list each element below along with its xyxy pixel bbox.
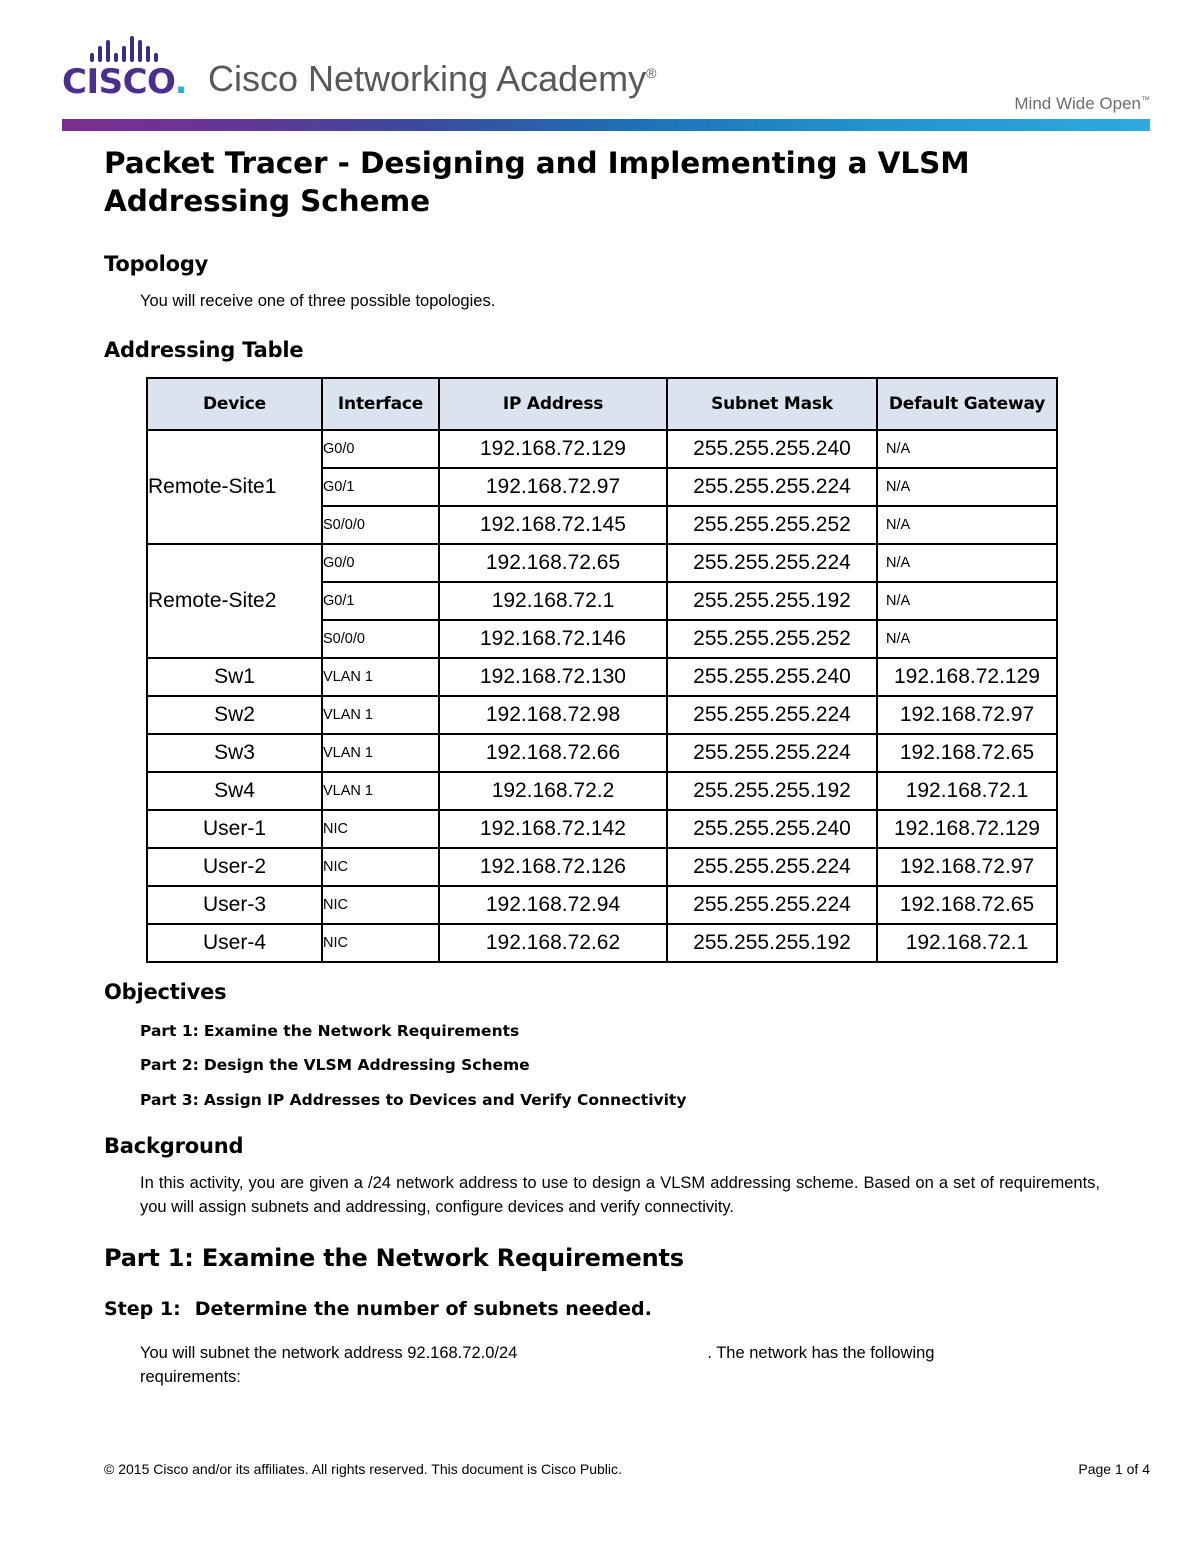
- cell-ip-address: 192.168.72.65: [439, 544, 667, 582]
- registered-mark: ®: [646, 65, 657, 81]
- cell-ip-address: 192.168.72.2: [439, 772, 667, 810]
- cell-default-gateway: N/A: [877, 506, 1057, 544]
- cell-device: Sw4: [147, 772, 322, 810]
- addressing-table-heading: Addressing Table: [104, 338, 304, 362]
- page-header: [62, 36, 1150, 122]
- addressing-table: [146, 377, 1058, 963]
- col-header-default-gateway: Default Gateway: [877, 378, 1057, 430]
- cell-subnet-mask: 255.255.255.224: [667, 696, 877, 734]
- cell-subnet-mask: 255.255.255.224: [667, 848, 877, 886]
- table-row: [147, 658, 1057, 696]
- topology-heading: Topology: [104, 252, 209, 276]
- cell-device: User-4: [147, 924, 322, 962]
- cell-ip-address: 192.168.72.146: [439, 620, 667, 658]
- page-title: Packet Tracer - Designing and Implementing a VLSM Addressing Scheme: [104, 146, 970, 219]
- cell-subnet-mask: 255.255.255.192: [667, 772, 877, 810]
- cell-device: Sw3: [147, 734, 322, 772]
- cell-interface: S0/0/0: [322, 620, 439, 658]
- cell-interface: G0/0: [322, 544, 439, 582]
- cell-default-gateway: 192.168.72.129: [877, 658, 1057, 696]
- cell-ip-address: 192.168.72.142: [439, 810, 667, 848]
- part1-step1-text-after: . The network has the following requirements:: [140, 1344, 935, 1386]
- cell-device: Remote-Site2: [147, 544, 322, 658]
- cell-ip-address: 192.168.72.62: [439, 924, 667, 962]
- table-row: [147, 810, 1057, 848]
- part1-heading: Part 1: Examine the Network Requirements: [104, 1244, 684, 1272]
- col-header-ip-address: IP Address: [439, 378, 667, 430]
- cell-default-gateway: 192.168.72.65: [877, 886, 1057, 924]
- step-title: Determine the number of subnets needed.: [194, 1298, 652, 1320]
- cell-subnet-mask: 255.255.255.240: [667, 810, 877, 848]
- col-header-device: Device: [147, 378, 322, 430]
- cell-subnet-mask: 255.255.255.240: [667, 430, 877, 468]
- cell-interface: G0/1: [322, 582, 439, 620]
- cell-interface: VLAN 1: [322, 772, 439, 810]
- cell-interface: G0/1: [322, 468, 439, 506]
- table-row: [147, 886, 1057, 924]
- part1-step1-text-before: You will subnet the network address 92.168.72.0/24: [140, 1344, 518, 1362]
- objective-item-part2: [140, 1056, 530, 1074]
- cell-subnet-mask: 255.255.255.252: [667, 506, 877, 544]
- cell-device: Remote-Site1: [147, 430, 322, 544]
- cell-interface: G0/0: [322, 430, 439, 468]
- col-header-interface: Interface: [322, 378, 439, 430]
- cell-ip-address: 192.168.72.66: [439, 734, 667, 772]
- tagline-text: Mind Wide Open: [1014, 94, 1141, 113]
- cell-interface: NIC: [322, 810, 439, 848]
- table-row: [147, 848, 1057, 886]
- cell-default-gateway: 192.168.72.65: [877, 734, 1057, 772]
- cell-default-gateway: 192.168.72.97: [877, 848, 1057, 886]
- cell-default-gateway: 192.168.72.1: [877, 772, 1057, 810]
- objective-part-label: Part 3:: [140, 1091, 199, 1109]
- cell-default-gateway: N/A: [877, 582, 1057, 620]
- academy-title: [208, 58, 657, 99]
- cell-interface: VLAN 1: [322, 734, 439, 772]
- cell-default-gateway: N/A: [877, 430, 1057, 468]
- cell-ip-address: 192.168.72.98: [439, 696, 667, 734]
- cell-subnet-mask: 255.255.255.192: [667, 582, 877, 620]
- cell-device: User-1: [147, 810, 322, 848]
- cell-subnet-mask: 255.255.255.224: [667, 468, 877, 506]
- cell-subnet-mask: 255.255.255.192: [667, 924, 877, 962]
- cell-subnet-mask: 255.255.255.224: [667, 734, 877, 772]
- cell-interface: VLAN 1: [322, 696, 439, 734]
- cell-interface: NIC: [322, 924, 439, 962]
- cisco-wordmark-dot: .: [174, 62, 188, 102]
- cell-interface: S0/0/0: [322, 506, 439, 544]
- cell-interface: VLAN 1: [322, 658, 439, 696]
- cell-ip-address: 192.168.72.129: [439, 430, 667, 468]
- objective-part-label: Part 1:: [140, 1022, 199, 1040]
- objective-item-part1: [140, 1022, 519, 1040]
- table-header: [147, 378, 1057, 430]
- table-header-row: [147, 378, 1057, 430]
- cell-default-gateway: 192.168.72.1: [877, 924, 1057, 962]
- objective-part-label: Part 2:: [140, 1056, 199, 1074]
- cell-device: Sw2: [147, 696, 322, 734]
- trademark-mark: ™: [1141, 94, 1150, 105]
- cell-ip-address: 192.168.72.94: [439, 886, 667, 924]
- table-row: [147, 772, 1057, 810]
- objective-part-text: Examine the Network Requirements: [203, 1022, 520, 1040]
- objectives-heading: Objectives: [104, 980, 227, 1004]
- cell-default-gateway: N/A: [877, 544, 1057, 582]
- academy-title-text: Cisco Networking Academy: [208, 58, 647, 99]
- background-heading: Background: [104, 1134, 244, 1158]
- page-footer: [104, 1461, 1150, 1477]
- cell-default-gateway: N/A: [877, 620, 1057, 658]
- cisco-bridge-bars-icon: [62, 36, 184, 62]
- tagline: [1014, 94, 1150, 114]
- cell-ip-address: 192.168.72.97: [439, 468, 667, 506]
- cell-ip-address: 192.168.72.145: [439, 506, 667, 544]
- table-row: [147, 924, 1057, 962]
- cell-subnet-mask: 255.255.255.252: [667, 620, 877, 658]
- cell-device: Sw1: [147, 658, 322, 696]
- table-row: [147, 696, 1057, 734]
- cell-default-gateway: 192.168.72.129: [877, 810, 1057, 848]
- step-number: Step 1:: [104, 1298, 181, 1320]
- cisco-wordmark: [62, 62, 188, 102]
- cisco-wordmark-text: CISCO: [62, 62, 175, 102]
- header-gradient-rule: [62, 119, 1150, 131]
- table-row: [147, 734, 1057, 772]
- cell-subnet-mask: 255.255.255.224: [667, 544, 877, 582]
- footer-page-number: Page 1 of 4: [1078, 1461, 1150, 1477]
- col-header-subnet-mask: Subnet Mask: [667, 378, 877, 430]
- cell-device: User-2: [147, 848, 322, 886]
- objective-part-text: Assign IP Addresses to Devices and Verify Connectivity: [203, 1091, 687, 1109]
- cell-interface: NIC: [322, 848, 439, 886]
- cell-subnet-mask: 255.255.255.240: [667, 658, 877, 696]
- table-body: [147, 430, 1057, 962]
- table-row: [147, 544, 1057, 582]
- topology-text: You will receive one of three possible topologies.: [140, 292, 496, 310]
- cell-ip-address: 192.168.72.130: [439, 658, 667, 696]
- cell-ip-address: 192.168.72.1: [439, 582, 667, 620]
- table-row: [147, 430, 1057, 468]
- cell-ip-address: 192.168.72.126: [439, 848, 667, 886]
- part1-step1-heading: [104, 1298, 652, 1320]
- part1-step1-text: [140, 1342, 1020, 1390]
- objective-part-text: Design the VLSM Addressing Scheme: [203, 1056, 530, 1074]
- background-text: In this activity, you are given a /24 network address to use to design a VLSM addressing scheme. Based on a set of requirements, you will assign subnets and addressing, configure devices and verify connectivity.: [140, 1174, 1100, 1216]
- objective-item-part3: [140, 1091, 686, 1109]
- cell-subnet-mask: 255.255.255.224: [667, 886, 877, 924]
- cisco-networking-academy-logo: [62, 36, 657, 102]
- cell-device: User-3: [147, 886, 322, 924]
- footer-copyright: © 2015 Cisco and/or its affiliates. All rights reserved. This document is Cisco Public.: [104, 1461, 622, 1477]
- cell-default-gateway: 192.168.72.97: [877, 696, 1057, 734]
- cisco-logo-icon: [62, 36, 188, 102]
- cell-interface: NIC: [322, 886, 439, 924]
- cell-default-gateway: N/A: [877, 468, 1057, 506]
